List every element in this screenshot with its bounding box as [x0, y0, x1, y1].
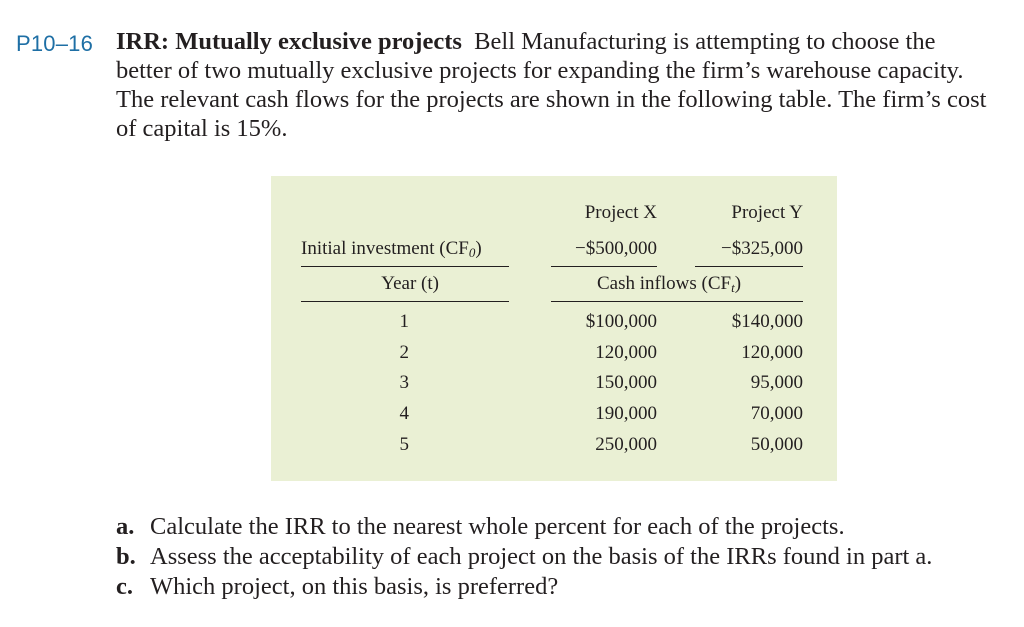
question-parts: [116, 512, 1006, 602]
part-letter: a.: [116, 513, 135, 540]
table-row-year: 1: [399, 311, 409, 332]
header-project-x: Project X: [584, 202, 657, 223]
question-part-b: [116, 542, 1006, 572]
table-row-x: 250,000: [595, 434, 657, 455]
rule-label: [301, 266, 509, 267]
table-row-x: 150,000: [595, 372, 657, 393]
part-text: Assess the acceptability of each project on the basis of the IRRs found in part a.: [150, 543, 933, 570]
table-row-y: 120,000: [741, 342, 803, 363]
cash-inflows-close: ): [734, 273, 742, 294]
year-label-text: Year (t): [381, 273, 439, 294]
cash-inflows-subscript: t: [731, 280, 735, 295]
table-row-y: 70,000: [750, 403, 803, 424]
rule-year: [301, 301, 509, 302]
initial-investment-label: [301, 238, 482, 261]
table-row-y: 95,000: [750, 372, 803, 393]
problem-statement: [116, 27, 996, 143]
table-row-year: 4: [399, 403, 409, 424]
question-part-a: [116, 512, 1006, 542]
problem-number: P10–16: [16, 31, 94, 56]
initial-investment-close: ): [475, 238, 482, 259]
year-label: [301, 273, 439, 295]
cash-inflows-text: Cash inflows (CF: [597, 273, 732, 294]
rule-inflows: [551, 301, 803, 302]
initial-investment-subscript: 0: [468, 245, 476, 260]
part-text: Which project, on this basis, is preferred?: [150, 573, 559, 600]
initial-investment-x: −$500,000: [575, 238, 657, 259]
initial-investment-text: Initial investment (CF: [301, 238, 469, 259]
header-project-y: Project Y: [731, 202, 803, 223]
cash-inflows-label: [597, 273, 741, 296]
table-row-x: 190,000: [595, 403, 657, 424]
question-part-c: [116, 572, 1006, 602]
cash-flow-table: [271, 176, 837, 481]
rule-y: [695, 266, 803, 267]
problem-heading: IRR: Mutually exclusive projects: [116, 28, 462, 55]
table-row-y: 50,000: [750, 434, 803, 455]
table-row-y: $140,000: [731, 311, 803, 332]
table-row-x: 120,000: [595, 342, 657, 363]
problem-body: Bell Manufacturing is attempting to choose the better of two mutually exclusive projects for expanding the firm’s warehouse capacity. The relevant cash flows for the projects are shown in the following table. The firm’s cost of capital is 15%.: [116, 28, 987, 142]
table-row-year: 3: [399, 372, 409, 393]
rule-x: [551, 266, 657, 267]
table-row-year: 2: [399, 342, 409, 363]
part-letter: b.: [116, 543, 136, 570]
table-row-x: $100,000: [585, 311, 657, 332]
initial-investment-y: −$325,000: [721, 238, 803, 259]
table-row-year: 5: [399, 434, 409, 455]
part-letter: c.: [116, 573, 133, 600]
part-text: Calculate the IRR to the nearest whole percent for each of the projects.: [150, 513, 845, 540]
